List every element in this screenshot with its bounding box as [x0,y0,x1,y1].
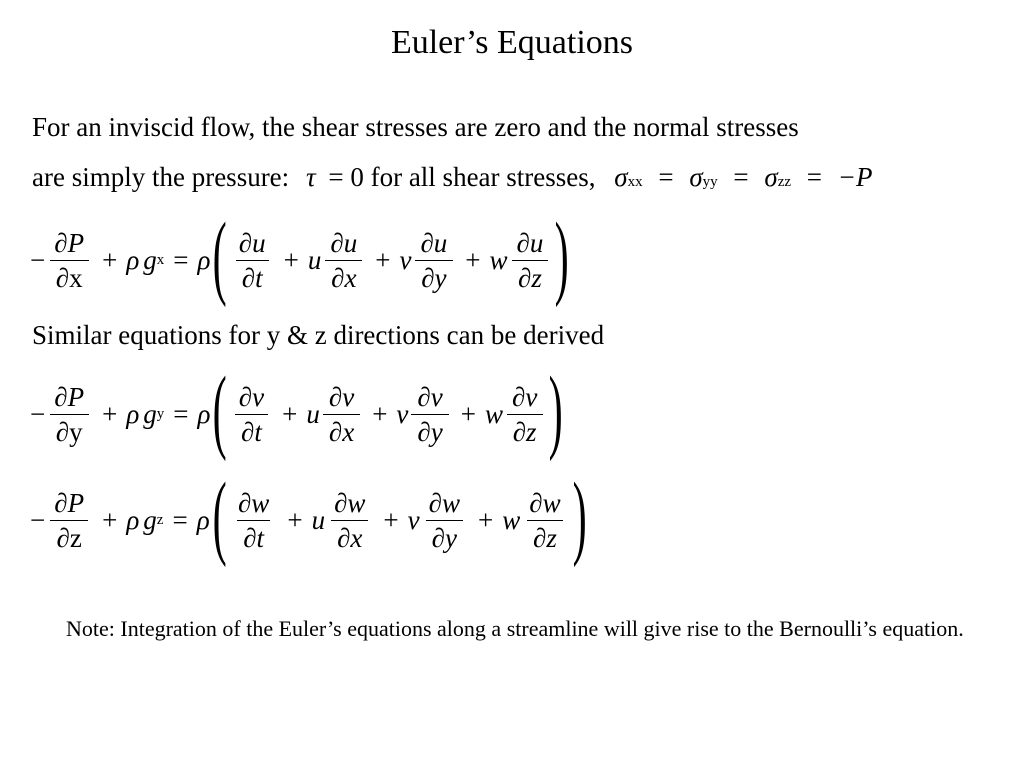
plus-sign: + [102,504,118,535]
rho-symbol: ρ [196,504,210,535]
x-derivative-fraction [324,227,363,294]
fraction-numerator: ∂u [516,227,544,258]
bernoulli-note: Note: Integration of the Euler’s equations along a streamline will give rise to the Bernoulli’s equation. [66,616,964,641]
fraction-denominator: ∂y [411,414,448,448]
pressure-gradient-fraction [48,227,90,294]
fraction-denominator: ∂z [507,414,543,448]
plus-sign: + [372,398,388,429]
fraction-numerator: ∂u [330,227,358,258]
velocity-u: u [306,398,320,429]
intro-line-2-mid: = 0 for all shear stresses, [328,162,596,192]
time-derivative-fraction [232,487,275,554]
plus-sign: + [102,398,118,429]
euler-equation-x [30,204,572,308]
sigma-sub-zz: zz [777,174,792,190]
rho-symbol: ρ [126,244,140,275]
stress-relation [614,162,872,192]
velocity-u: u [311,504,326,535]
pressure-gradient-fraction [48,487,90,554]
equals-sign: = [658,162,674,192]
fraction-numerator: ∂v [511,381,538,412]
fraction-denominator: ∂x [325,260,362,294]
fraction-denominator: ∂t [237,520,270,554]
time-derivative-fraction [233,227,272,294]
x-derivative-fraction [328,487,371,554]
equals-sign: = [172,504,188,535]
left-paren: ( [212,464,227,568]
fraction-numerator: ∂w [529,487,561,518]
fraction-denominator: ∂z [50,520,87,554]
plus-sign: + [102,244,118,275]
sigma-symbol: σ [614,162,628,192]
fraction-denominator: ∂x [50,260,89,294]
euler-equation-z [30,464,589,568]
sigma-symbol: σ [689,162,703,192]
y-derivative-fraction [423,487,466,554]
fraction-numerator: ∂v [417,381,443,412]
minus-sign: − [30,504,46,535]
velocity-v: v [407,504,420,535]
left-paren: ( [213,358,228,462]
plus-sign: + [283,244,299,275]
fraction-denominator: ∂y [50,414,89,448]
fraction-numerator: ∂w [428,487,460,518]
fraction-numerator: ∂P [54,381,85,412]
fraction-numerator: ∂P [54,487,85,518]
fraction-numerator: ∂v [328,381,355,412]
gravity-symbol: g [143,398,157,429]
intro-line-1: For an inviscid flow, the shear stresses are zero and the normal stresses [32,112,799,142]
rho-symbol: ρ [197,398,211,429]
plus-sign: + [383,504,399,535]
fraction-numerator: ∂w [334,487,366,518]
fraction-denominator: ∂z [512,260,548,294]
equals-sign: = [173,244,189,275]
y-derivative-fraction [414,227,453,294]
velocity-u: u [307,244,322,275]
right-paren: ) [572,464,587,568]
plus-sign: + [460,398,476,429]
fraction-denominator: ∂x [331,520,368,554]
sigma-sub-xx: xx [627,174,643,190]
gravity-subscript: z [156,511,164,528]
fraction-numerator: ∂P [54,227,85,258]
equals-sign: = [806,162,823,192]
right-paren: ) [548,358,564,462]
pressure-gradient-fraction [48,381,90,448]
fraction-denominator: ∂y [426,520,463,554]
intro-line-2-prefix: are simply the pressure: [32,162,290,192]
sigma-symbol: σ [764,162,778,192]
fraction-denominator: ∂t [235,414,268,448]
velocity-v: v [399,244,412,275]
velocity-v: v [396,398,409,429]
plus-sign: + [287,504,303,535]
z-derivative-fraction [523,487,566,554]
fraction-numerator: ∂v [238,381,265,412]
sigma-sub-yy: yy [702,174,718,190]
fraction-denominator: ∂x [323,414,360,448]
y-derivative-fraction [411,381,448,448]
minus-sign: − [30,244,46,275]
negative-pressure: −P [837,162,873,192]
fraction-numerator: ∂u [420,227,448,258]
rho-symbol: ρ [197,244,211,275]
gravity-subscript: y [156,405,165,422]
fraction-denominator: ∂y [415,260,452,294]
velocity-w: w [484,398,503,429]
gravity-subscript: x [156,251,165,268]
tau-symbol: τ [305,162,316,192]
rho-symbol: ρ [126,504,140,535]
plus-sign: + [465,244,481,275]
x-derivative-fraction [323,381,360,448]
plus-sign: + [282,398,298,429]
rho-symbol: ρ [126,398,140,429]
gravity-symbol: g [143,244,157,275]
velocity-w: w [502,504,521,535]
slide-title: Euler’s Equations [390,24,634,61]
z-derivative-fraction [506,381,543,448]
equals-sign: = [733,162,749,192]
plus-sign: + [478,504,494,535]
euler-equation-y [30,358,566,462]
minus-sign: − [30,398,46,429]
similar-equations-text: Similar equations for y & z directions can be derived [32,320,605,350]
velocity-w: w [489,244,508,275]
time-derivative-fraction [233,381,270,448]
fraction-numerator: ∂u [238,227,266,258]
gravity-symbol: g [143,504,157,535]
equals-sign: = [173,398,189,429]
z-derivative-fraction [511,227,550,294]
fraction-denominator: ∂t [236,260,269,294]
right-paren: ) [554,204,570,308]
plus-sign: + [375,244,391,275]
left-paren: ( [213,204,228,308]
fraction-numerator: ∂w [237,487,270,518]
intro-line-2 [32,162,873,193]
fraction-denominator: ∂z [527,520,563,554]
